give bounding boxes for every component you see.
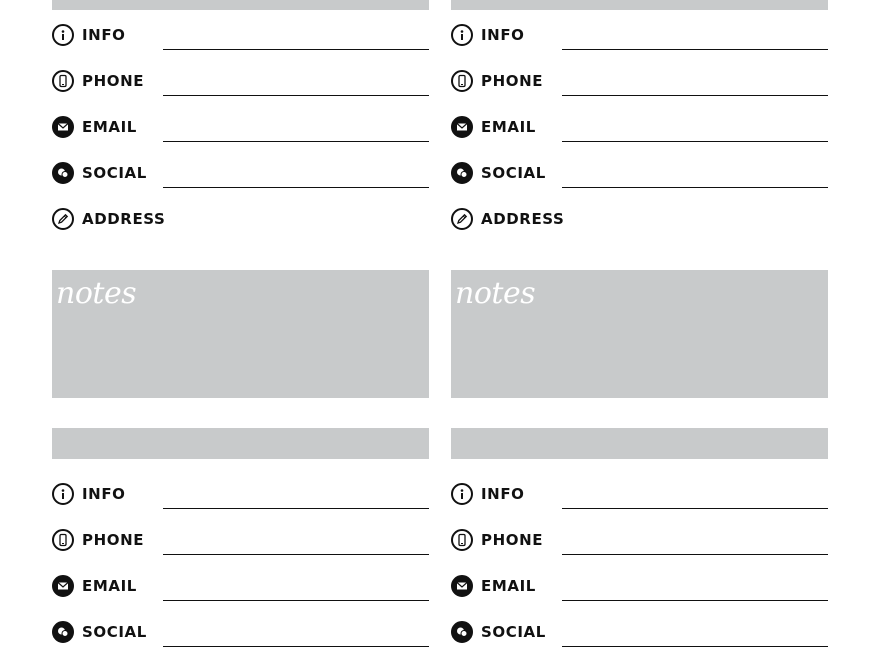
phone-field[interactable] (451, 529, 828, 575)
email-icon (451, 575, 473, 597)
info-field[interactable] (451, 24, 828, 70)
info-icon (451, 483, 473, 505)
notes-box-left[interactable] (52, 270, 429, 398)
phone-label: PHONE (481, 531, 544, 549)
info-field[interactable] (52, 483, 429, 529)
card-header-bar (451, 0, 828, 10)
email-line[interactable] (163, 600, 429, 601)
contact-card-top-right (451, 0, 828, 254)
contact-card-bottom-left (52, 428, 429, 667)
email-label: EMAIL (82, 577, 137, 595)
social-field[interactable] (451, 162, 828, 208)
notes-label: notes (455, 276, 536, 311)
email-icon (52, 116, 74, 138)
phone-field[interactable] (52, 70, 429, 116)
social-label: SOCIAL (82, 623, 147, 641)
phone-icon (52, 70, 74, 92)
card-header-bar (451, 428, 828, 459)
contact-fields (52, 24, 429, 254)
social-icon (451, 162, 473, 184)
email-label: EMAIL (82, 118, 137, 136)
social-icon (52, 621, 74, 643)
phone-icon (52, 529, 74, 551)
social-line[interactable] (562, 646, 828, 647)
contact-fields (451, 483, 828, 667)
contact-fields (52, 483, 429, 667)
contact-card-top-left (52, 0, 429, 254)
email-line[interactable] (163, 141, 429, 142)
contact-fields (451, 24, 828, 254)
pencil-icon (451, 208, 473, 230)
email-field[interactable] (52, 575, 429, 621)
social-line[interactable] (163, 646, 429, 647)
social-icon (52, 162, 74, 184)
social-line[interactable] (562, 187, 828, 188)
notes-label: notes (56, 276, 137, 311)
info-icon (451, 24, 473, 46)
email-label: EMAIL (481, 118, 536, 136)
contact-card-bottom-right (451, 428, 828, 667)
social-line[interactable] (163, 187, 429, 188)
info-icon (52, 483, 74, 505)
info-line[interactable] (163, 49, 429, 50)
info-field[interactable] (52, 24, 429, 70)
phone-line[interactable] (163, 95, 429, 96)
phone-line[interactable] (562, 95, 828, 96)
address-label: ADDRESS (82, 210, 166, 228)
info-field[interactable] (451, 483, 828, 529)
info-line[interactable] (163, 508, 429, 509)
info-icon (52, 24, 74, 46)
social-field[interactable] (52, 162, 429, 208)
phone-line[interactable] (562, 554, 828, 555)
social-icon (451, 621, 473, 643)
email-field[interactable] (451, 575, 828, 621)
email-line[interactable] (562, 141, 828, 142)
email-label: EMAIL (481, 577, 536, 595)
phone-line[interactable] (163, 554, 429, 555)
address-field[interactable] (451, 208, 828, 254)
notes-box-right[interactable] (451, 270, 828, 398)
social-label: SOCIAL (481, 623, 546, 641)
social-field[interactable] (451, 621, 828, 667)
phone-field[interactable] (52, 529, 429, 575)
email-field[interactable] (52, 116, 429, 162)
info-label: INFO (481, 485, 525, 503)
email-icon (52, 575, 74, 597)
social-label: SOCIAL (82, 164, 147, 182)
social-field[interactable] (52, 621, 429, 667)
address-label: ADDRESS (481, 210, 565, 228)
phone-label: PHONE (82, 531, 145, 549)
social-label: SOCIAL (481, 164, 546, 182)
email-field[interactable] (451, 116, 828, 162)
email-icon (451, 116, 473, 138)
info-label: INFO (481, 26, 525, 44)
info-label: INFO (82, 26, 126, 44)
info-label: INFO (82, 485, 126, 503)
email-line[interactable] (562, 600, 828, 601)
phone-label: PHONE (481, 72, 544, 90)
phone-icon (451, 529, 473, 551)
phone-field[interactable] (451, 70, 828, 116)
info-line[interactable] (562, 49, 828, 50)
pencil-icon (52, 208, 74, 230)
phone-icon (451, 70, 473, 92)
phone-label: PHONE (82, 72, 145, 90)
info-line[interactable] (562, 508, 828, 509)
address-field[interactable] (52, 208, 429, 254)
card-header-bar (52, 0, 429, 10)
card-header-bar (52, 428, 429, 459)
